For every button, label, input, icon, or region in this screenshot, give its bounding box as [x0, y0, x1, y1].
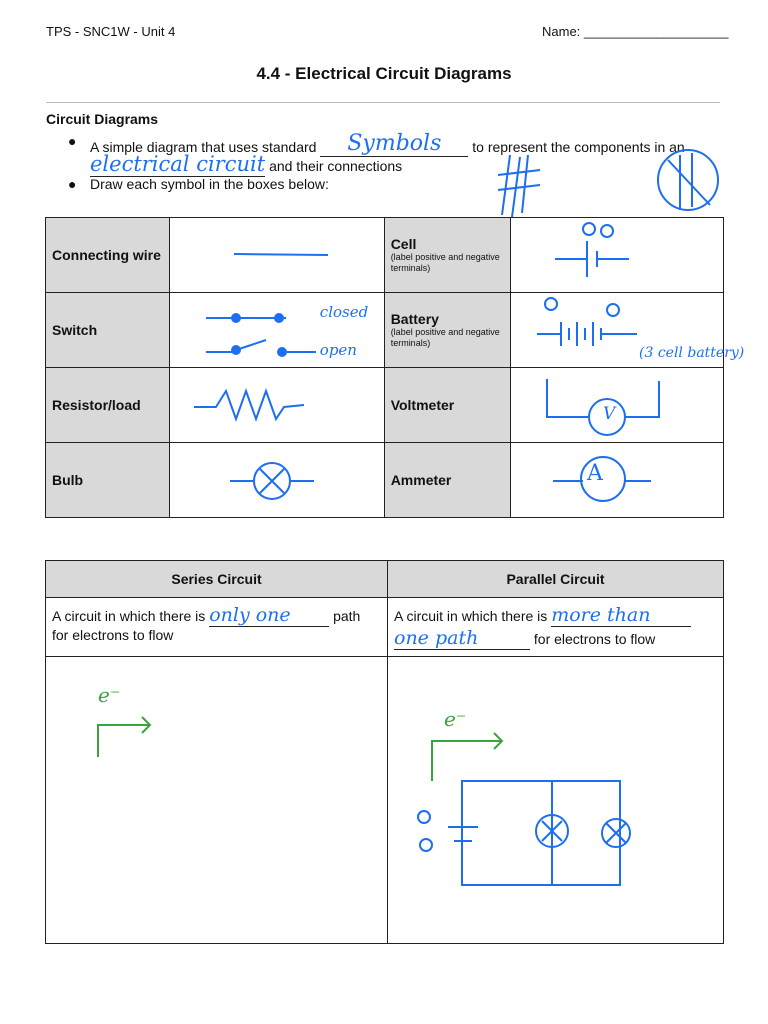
voltmeter-letter: V	[603, 404, 616, 424]
margin-scribbles	[480, 135, 730, 225]
label-open: open	[319, 341, 357, 359]
label-resistor: Resistor/load	[46, 368, 170, 443]
answer-more-than: more than	[551, 604, 651, 626]
scribble-hatch	[498, 155, 540, 217]
drawing-bulb	[169, 443, 384, 518]
bullet-dot: ●	[68, 133, 77, 149]
minus-marker	[418, 811, 430, 823]
label-cell: Cell (label positive and negative terminals)	[384, 218, 510, 293]
course-code: TPS - SNC1W - Unit 4	[46, 24, 176, 39]
plus-marker	[545, 298, 557, 310]
ammeter-letter: A	[587, 461, 603, 486]
parallel-drawing	[388, 657, 724, 944]
answer-only-one: only one	[209, 604, 291, 626]
definition-series: A circuit in which there is only one path for electrons to flow	[46, 598, 388, 657]
electron-label-series: e⁻	[98, 683, 121, 707]
series-drawing	[46, 657, 388, 944]
plus-marker	[420, 839, 432, 851]
bullet-2-text: Draw each symbol in the boxes below:	[90, 176, 329, 192]
electron-label-parallel: e⁻	[444, 707, 467, 731]
label-voltmeter: Voltmeter	[384, 368, 510, 443]
answer-electrical-circuit: electrical circuit	[90, 152, 266, 176]
bullet-1-text-3: and their connections	[269, 158, 403, 174]
battery-note: (3 cell battery)	[639, 345, 745, 361]
drawing-connecting-wire	[169, 218, 384, 293]
drawing-cell	[511, 218, 724, 293]
bullet-1-text-2: to represent the components in an	[472, 139, 685, 155]
plus-marker	[583, 223, 595, 235]
header-series: Series Circuit	[46, 561, 388, 598]
wire-symbol	[234, 254, 328, 255]
answer-symbols: Symbols	[347, 131, 442, 156]
label-battery: Battery (label positive and negative terminals)	[384, 293, 510, 368]
minus-marker	[601, 225, 613, 237]
drawing-voltmeter	[511, 368, 724, 443]
label-ammeter: Ammeter	[384, 443, 510, 518]
bullet-2	[68, 176, 329, 192]
drawing-battery	[511, 293, 745, 368]
circuits-table	[45, 560, 724, 944]
section-heading: Circuit Diagrams	[46, 111, 159, 127]
scribble-cross	[668, 153, 710, 210]
bullet-1-cont	[90, 152, 402, 176]
label-bulb: Bulb	[46, 443, 170, 518]
definition-parallel: A circuit in which there is more than one path for electrons to flow	[388, 598, 724, 657]
drawing-switch	[169, 293, 384, 368]
answer-one-path: one path	[394, 627, 479, 649]
header-parallel: Parallel Circuit	[388, 561, 724, 598]
label-connecting-wire: Connecting wire	[46, 218, 170, 293]
label-switch: Switch	[46, 293, 170, 368]
title-divider	[46, 102, 720, 103]
minus-marker	[607, 304, 619, 316]
page-title: 4.4 - Electrical Circuit Diagrams	[256, 64, 512, 83]
name-field-label: Name: ____________________	[542, 24, 729, 39]
symbols-table	[45, 217, 745, 518]
bullet-dot: ●	[68, 176, 77, 192]
resistor-symbol	[194, 391, 304, 419]
bullet-1-text: A simple diagram that uses standard	[90, 139, 317, 155]
label-closed: closed	[319, 303, 369, 321]
drawing-ammeter	[511, 443, 724, 518]
drawing-resistor	[169, 368, 384, 443]
